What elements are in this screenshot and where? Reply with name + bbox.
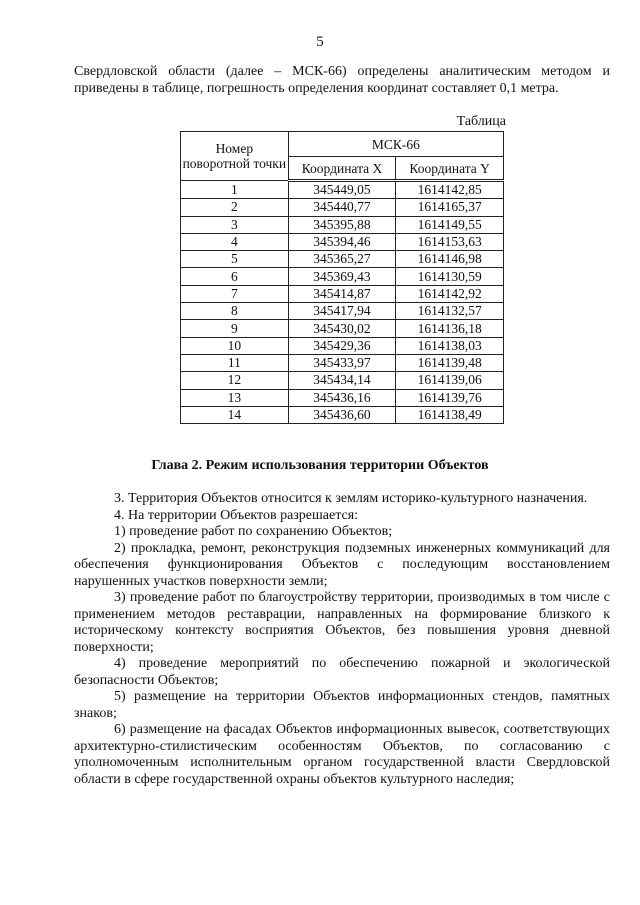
table-row	[181, 303, 504, 320]
cell-coordinate-y: 1614138,03	[396, 337, 504, 354]
cell-point-number: 10	[181, 337, 289, 354]
cell-coordinate-x: 345429,36	[288, 337, 396, 354]
table-row	[181, 199, 504, 216]
intro-paragraph: Свердловской области (далее – МСК-66) определены аналитическим методом и приведены в таблице, погрешность определения координат составляет 0,1 метра.	[74, 64, 610, 96]
cell-coordinate-y: 1614138,49	[396, 406, 504, 423]
paragraph: 6) размещение на фасадах Объектов информационных вывесок, соответствующих архитектурно-стилистическим особенностям Объектов, по согласованию с уполномоченным исполнительным органом государственной власти Свердловской области в сфере государственной охраны объектов культурного наследия;	[74, 722, 610, 787]
paragraph: 4. На территории Объектов разрешается:	[114, 507, 359, 523]
cell-coordinate-x: 345436,60	[288, 406, 396, 423]
cell-point-number: 14	[181, 406, 289, 423]
cell-coordinate-x: 345369,43	[288, 268, 396, 285]
table-row	[181, 285, 504, 302]
cell-coordinate-x: 345436,16	[288, 389, 396, 406]
table-row	[181, 268, 504, 285]
table-row	[181, 337, 504, 354]
header-coordinate-x: Координата X	[288, 157, 396, 181]
cell-coordinate-y: 1614139,76	[396, 389, 504, 406]
cell-coordinate-y: 1614139,48	[396, 354, 504, 371]
cell-point-number: 8	[181, 303, 289, 320]
page-number: 5	[316, 34, 324, 50]
header-coordinate-y: Координата Y	[396, 157, 504, 181]
paragraph: 2) прокладка, ремонт, реконструкция подземных инженерных коммуникаций для обеспечения функционирования Объектов с последующим восстановлением нарушенных участков поверхности земли;	[74, 540, 610, 589]
cell-coordinate-y: 1614136,18	[396, 320, 504, 337]
cell-coordinate-x: 345434,14	[288, 372, 396, 389]
cell-coordinate-x: 345365,27	[288, 251, 396, 268]
paragraph: 3. Территория Объектов относится к землям историко-культурного назначения.	[114, 491, 588, 506]
cell-point-number: 7	[181, 285, 289, 302]
table-row	[181, 354, 504, 371]
cell-coordinate-y: 1614165,37	[396, 199, 504, 216]
cell-point-number: 5	[181, 251, 289, 268]
cell-coordinate-y: 1614149,55	[396, 216, 504, 233]
cell-coordinate-x: 345414,87	[288, 285, 396, 302]
cell-coordinate-x: 345394,46	[288, 233, 396, 250]
cell-point-number: 11	[181, 354, 289, 371]
header-point-number: Номер поворотной точки	[181, 132, 289, 181]
cell-point-number: 6	[181, 268, 289, 285]
cell-point-number: 2	[181, 199, 289, 216]
cell-coordinate-y: 1614142,85	[396, 181, 504, 199]
paragraph-list	[74, 491, 610, 788]
table-row	[181, 251, 504, 268]
cell-coordinate-y: 1614146,98	[396, 251, 504, 268]
cell-point-number: 3	[181, 216, 289, 233]
header-coordinate-system: МСК-66	[288, 132, 503, 157]
table-row	[181, 389, 504, 406]
cell-coordinate-x: 345395,88	[288, 216, 396, 233]
table-row	[181, 181, 504, 199]
cell-coordinate-y: 1614153,63	[396, 233, 504, 250]
cell-point-number: 12	[181, 372, 289, 389]
cell-coordinate-y: 1614142,92	[396, 285, 504, 302]
cell-coordinate-y: 1614130,59	[396, 268, 504, 285]
coordinates-table	[180, 131, 504, 424]
cell-coordinate-x: 345430,02	[288, 320, 396, 337]
paragraph: 3) проведение работ по благоустройству территории, производимых в том числе с применением методов реставрации, направленных на формирование близкого к историческому контексту восприятия Объектов, без повышения уровня дневной поверхности;	[74, 590, 610, 655]
table-caption: Таблица	[456, 114, 506, 129]
table-row	[181, 320, 504, 337]
paragraph: 5) размещение на территории Объектов информационных стендов, памятных знаков;	[74, 689, 610, 721]
cell-coordinate-x: 345417,94	[288, 303, 396, 320]
cell-point-number: 13	[181, 389, 289, 406]
table-row	[181, 372, 504, 389]
cell-point-number: 4	[181, 233, 289, 250]
cell-coordinate-x: 345440,77	[288, 199, 396, 216]
paragraph: 4) проведение мероприятий по обеспечению пожарной и экологической безопасности Объектов;	[74, 656, 610, 688]
cell-coordinate-x: 345449,05	[288, 181, 396, 199]
cell-coordinate-x: 345433,97	[288, 354, 396, 371]
table-body	[181, 181, 504, 424]
table-row	[181, 216, 504, 233]
cell-coordinate-y: 1614139,06	[396, 372, 504, 389]
cell-point-number: 1	[181, 181, 289, 199]
cell-point-number: 9	[181, 320, 289, 337]
chapter-title: Глава 2. Режим использования территории Объектов	[151, 458, 489, 473]
cell-coordinate-y: 1614132,57	[396, 303, 504, 320]
table-row	[181, 406, 504, 423]
paragraph: 1) проведение работ по сохранению Объектов;	[114, 524, 393, 539]
table-row	[181, 233, 504, 250]
